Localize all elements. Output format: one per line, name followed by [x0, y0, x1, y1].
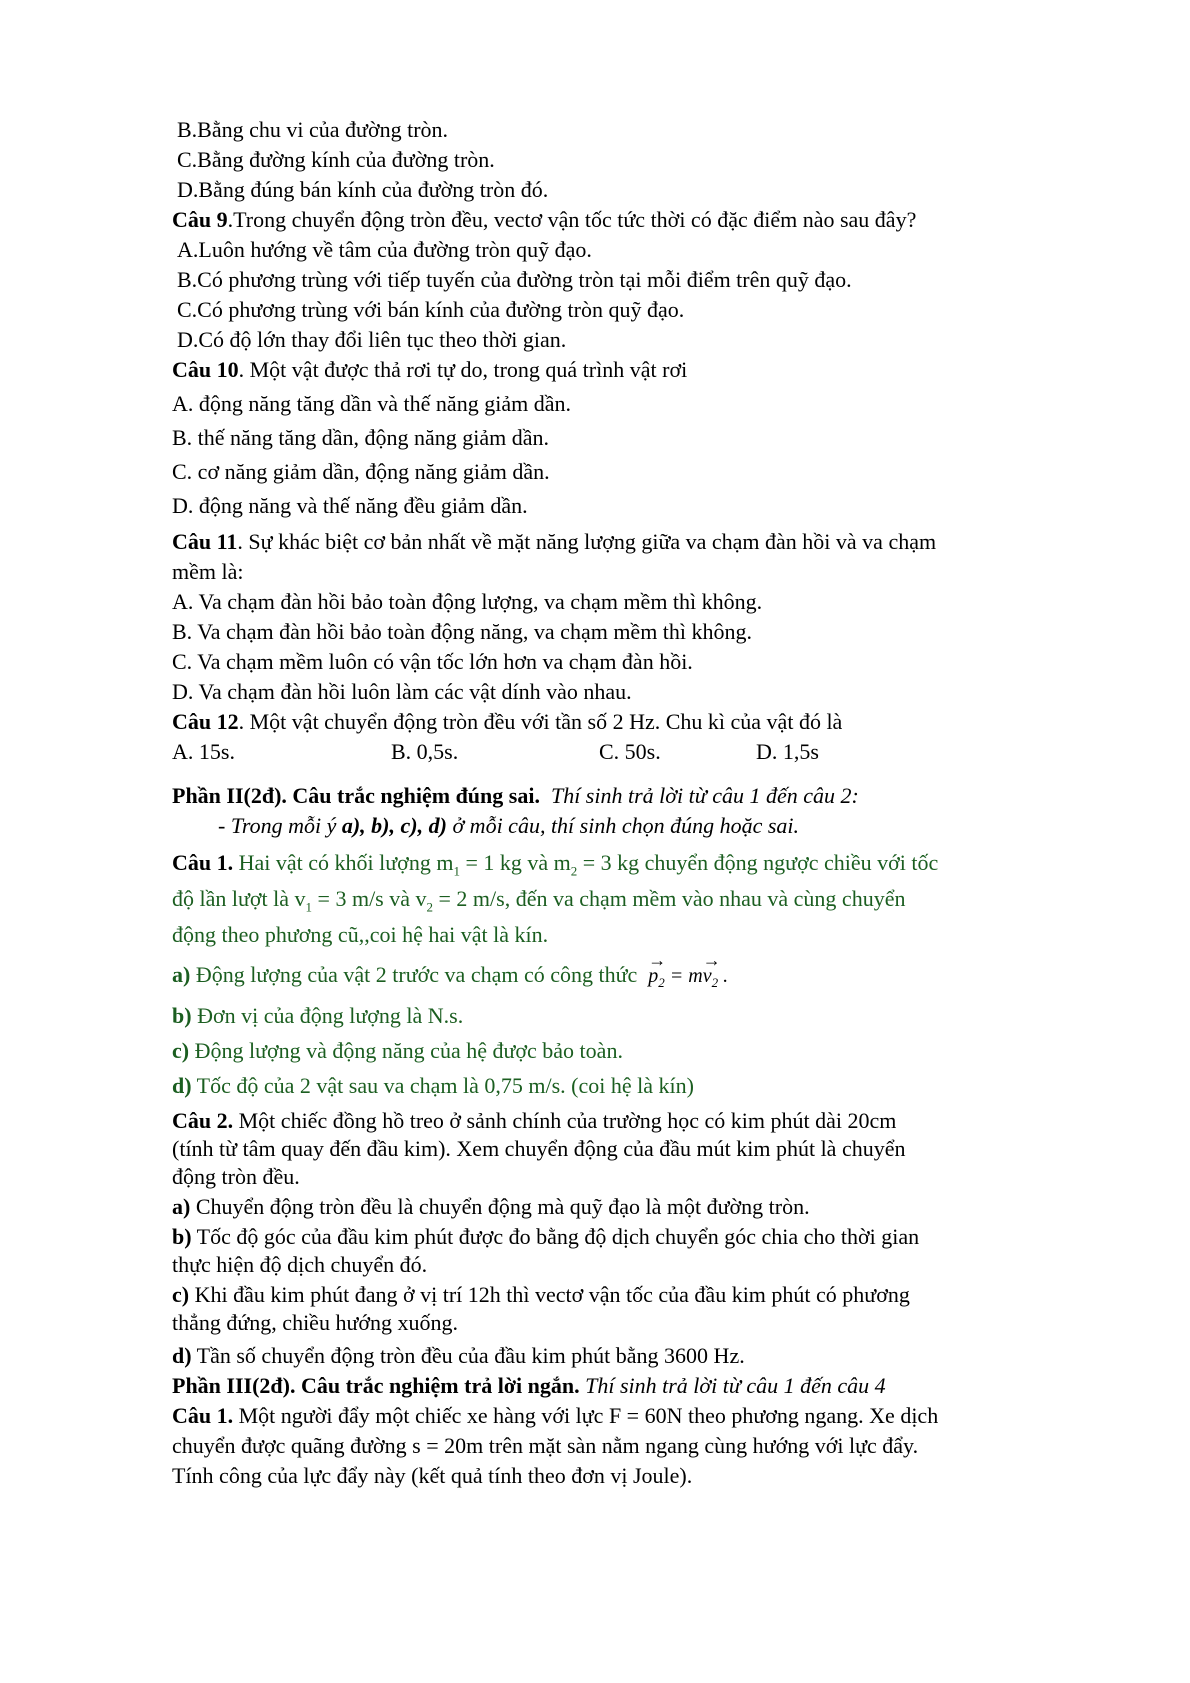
part2-note-suffix: ở mỗi câu, thí sinh chọn đúng hoặc sai. [446, 813, 800, 838]
part3-title: Phần III(2đ). Câu trắc nghiệm trả lời ngắn. [172, 1373, 580, 1398]
part3-heading [172, 1373, 886, 1399]
q11-number: Câu 11 [172, 529, 238, 554]
p3q1-line3: Tính công của lực đẩy này (kết quả tính theo đơn vị Joule). [172, 1463, 693, 1488]
p2q1-a-text: Động lượng của vật 2 trước va chạm có công thức [190, 962, 643, 987]
p2q1-b-text: Đơn vị của động lượng là N.s. [191, 1003, 464, 1028]
formula-v-sub: 2 [711, 975, 719, 990]
q11-stem [172, 529, 936, 555]
p2q2-b-text1: Tốc độ góc của đầu kim phút được đo bằng độ dịch chuyển góc chia cho thời gian [191, 1224, 920, 1249]
p2q1-l2-a: độ lần lượt là v [172, 886, 306, 911]
formula-p: p [648, 965, 659, 987]
p2q1-line2 [172, 886, 905, 920]
p2q2-d-label: d) [172, 1343, 192, 1368]
p2q2-line3: động tròn đều. [172, 1164, 300, 1189]
q8-option-c: C.Bằng đường kính của đường tròn. [177, 147, 495, 172]
q11-option-a: A. Va chạm đàn hồi bảo toàn động lượng, va chạm mềm thì không. [172, 589, 763, 614]
part2-note [218, 813, 799, 839]
q8-option-b: B.Bằng chu vi của đường tròn. [177, 117, 449, 142]
p2q1-l1-sub1: 1 [453, 863, 460, 879]
p2q1-d-label: d) [172, 1073, 192, 1098]
p2q2-a-label: a) [172, 1194, 191, 1219]
q10-option-b: B. thế năng tăng dần, động năng giảm dần. [172, 425, 549, 450]
part2-note-prefix: - Trong mỗi ý [218, 813, 342, 838]
q10-number: Câu 10 [172, 357, 239, 382]
p2q1-l2-b: = 3 m/s và v [312, 886, 427, 911]
q11-option-d: D. Va chạm đàn hồi luôn làm các vật dính vào nhau. [172, 679, 632, 704]
vector-v2 [703, 963, 718, 996]
part2-heading [172, 783, 859, 809]
q12-text: . Một vật chuyển động tròn đều với tần số 2 Hz. Chu kì của vật đó là [238, 709, 843, 734]
formula-end: . [718, 965, 729, 987]
p2q2-d-text: Tần số chuyển động tròn đều của đầu kim phút bằng 3600 Hz. [191, 1343, 745, 1368]
p3q1-number: Câu 1. [172, 1403, 234, 1428]
q10-text: . Một vật được thả rơi tự do, trong quá trình vật rơi [238, 357, 688, 382]
p2q2-c-label: c) [172, 1282, 190, 1307]
q12-option-d: D. 1,5s [756, 739, 819, 764]
p2q2-b-label: b) [172, 1224, 192, 1249]
p2q1-item-b [172, 1003, 463, 1029]
p2q1-l1-c: = 3 kg chuyển động ngược chiều với tốc [577, 850, 939, 875]
momentum-formula [648, 965, 729, 990]
formula-p-sub: 2 [658, 975, 665, 990]
q9-option-a: A.Luôn hướng về tâm của đường tròn quỹ đạo. [177, 237, 592, 262]
p2q1-a-label: a) [172, 962, 191, 987]
p2q2-item-b-cont: thực hiện độ dịch chuyển đó. [172, 1252, 428, 1277]
p2q2-number: Câu 2. [172, 1108, 234, 1133]
q12-option-a: A. 15s. [172, 739, 235, 764]
q9-text: .Trong chuyển động tròn đều, vectơ vận tốc tức thời có đặc điểm nào sau đây? [227, 207, 917, 232]
q11-option-c: C. Va chạm mềm luôn có vận tốc lớn hơn va chạm đàn hồi. [172, 649, 693, 674]
q11-option-b: B. Va chạm đàn hồi bảo toàn động năng, va chạm mềm thì không. [172, 619, 753, 644]
p2q1-c-text: Động lượng và động năng của hệ được bảo toàn. [189, 1038, 623, 1063]
q9-number: Câu 9 [172, 207, 228, 232]
p2q1-item-a [172, 962, 728, 996]
p2q2-line1 [172, 1108, 896, 1134]
p3q1-line1 [172, 1403, 938, 1429]
p2q2-item-b [172, 1224, 919, 1250]
p2q1-line1 [172, 850, 938, 884]
p2q2-item-a [172, 1194, 810, 1220]
formula-eq: = m [664, 965, 703, 987]
p2q2-l1: Một chiếc đồng hồ treo ở sảnh chính của trường học có kim phút dài 20cm [233, 1108, 897, 1133]
q9-stem [172, 207, 916, 233]
part2-note-items: a), b), c), d) [341, 813, 447, 838]
p2q2-a-text: Chuyển động tròn đều là chuyển động mà quỹ đạo là một đường tròn. [190, 1194, 810, 1219]
q9-option-d: D.Có độ lớn thay đổi liên tục theo thời gian. [177, 327, 567, 352]
q12-option-b: B. 0,5s. [391, 739, 459, 764]
p2q2-item-d [172, 1343, 745, 1369]
p2q2-item-c [172, 1282, 910, 1308]
q10-stem [172, 357, 687, 383]
q12-option-c: C. 50s. [599, 739, 661, 764]
p2q1-item-c [172, 1038, 623, 1064]
p2q2-item-c-cont: thẳng đứng, chiều hướng xuống. [172, 1310, 458, 1335]
p2q1-number: Câu 1. [172, 850, 234, 875]
q9-option-c: C.Có phương trùng với bán kính của đường tròn quỹ đạo. [177, 297, 685, 322]
p2q1-c-label: c) [172, 1038, 190, 1063]
q9-option-b: B.Có phương trùng với tiếp tuyến của đường tròn tại mỗi điểm trên quỹ đạo. [177, 267, 852, 292]
p2q1-b-label: b) [172, 1003, 192, 1028]
p3q1-line2: chuyển được quãng đường s = 20m trên mặt sàn nằm ngang cùng hướng với lực đẩy. [172, 1433, 919, 1458]
p2q1-line3: động theo phương cũ,,coi hệ hai vật là kín. [172, 922, 549, 947]
p2q1-l2-sub2: 2 [426, 899, 434, 915]
p2q1-l1-a: Hai vật có khối lượng m [233, 850, 454, 875]
part2-title: Phần II(2đ). Câu trắc nghiệm đúng sai. [172, 783, 540, 808]
p3q1-l1: Một người đẩy một chiếc xe hàng với lực F = 60N theo phương ngang. Xe dịch [233, 1403, 939, 1428]
p2q1-l2-c: = 2 m/s, đến va chạm mềm vào nhau và cùng chuyển [433, 886, 906, 911]
part2-instruction: Thí sinh trả lời từ câu 1 đến câu 2: [550, 783, 859, 808]
q10-option-c: C. cơ năng giảm dần, động năng giảm dần. [172, 459, 550, 484]
p2q1-item-d [172, 1073, 694, 1099]
q11-text-line1: . Sự khác biệt cơ bản nhất về mặt năng lượng giữa va chạm đàn hồi và va chạm [237, 529, 937, 554]
part3-instruction: Thí sinh trả lời từ câu 1 đến câu 4 [579, 1373, 886, 1398]
p2q2-line2: (tính từ tâm quay đến đầu kim). Xem chuyển động của đầu mút kim phút là chuyển [172, 1136, 906, 1161]
p2q1-l1-b: = 1 kg và m [459, 850, 571, 875]
q11-text-line2: mềm là: [172, 559, 244, 584]
p2q2-c-text1: Khi đầu kim phút đang ở vị trí 12h thì vectơ vận tốc của đầu kim phút có phương [189, 1282, 910, 1307]
q8-option-d: D.Bằng đúng bán kính của đường tròn đó. [177, 177, 549, 202]
q12-stem [172, 709, 842, 735]
p2q1-l1-sub2: 2 [570, 863, 578, 879]
formula-v: v [702, 965, 712, 987]
p2q1-d-text: Tốc độ của 2 vật sau va chạm là 0,75 m/s. (coi hệ là kín) [191, 1073, 694, 1098]
q10-option-d: D. động năng và thế năng đều giảm dần. [172, 493, 528, 518]
q10-option-a: A. động năng tăng dần và thế năng giảm dần. [172, 391, 571, 416]
q12-number: Câu 12 [172, 709, 239, 734]
p2q1-l2-sub1: 1 [305, 899, 313, 915]
vector-p2 [648, 963, 665, 996]
